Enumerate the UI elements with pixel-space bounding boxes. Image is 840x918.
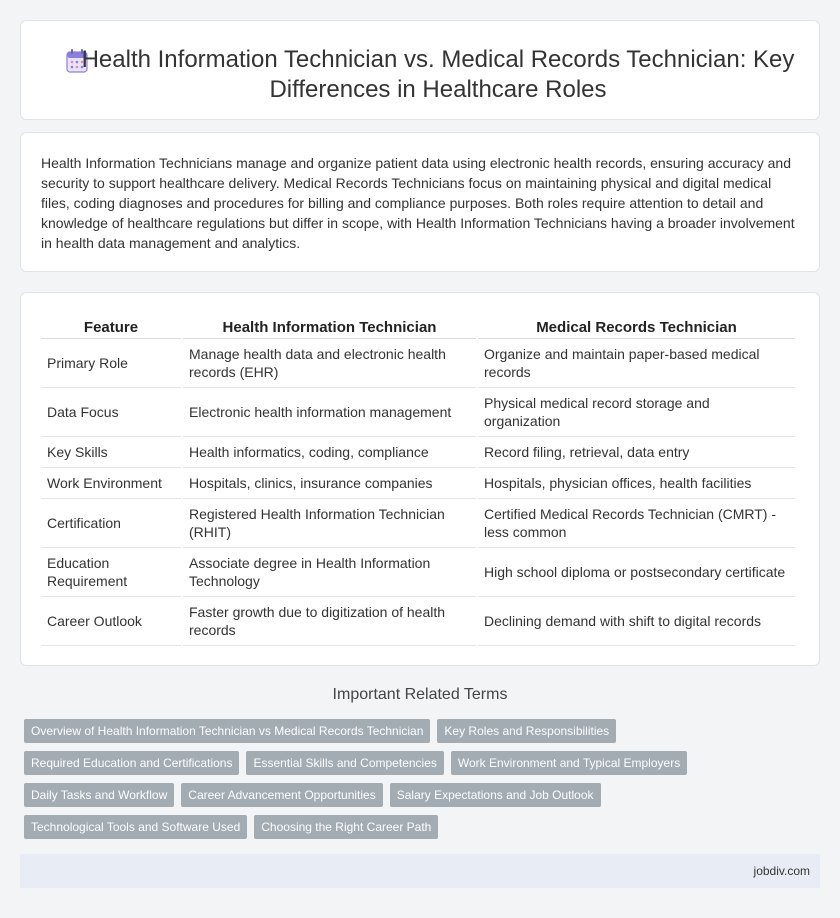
intro-card: [20, 132, 820, 272]
table-row: [41, 437, 795, 468]
row-mrt-value: High school diploma or postsecondary certificate: [478, 548, 795, 597]
row-feature: Work Environment: [41, 468, 181, 499]
row-hit-value: Faster growth due to digitization of health records: [183, 597, 476, 646]
related-term-tag[interactable]: Technological Tools and Software Used: [24, 815, 247, 839]
related-term-tag[interactable]: Overview of Health Information Technician vs Medical Records Technician: [24, 719, 430, 743]
table-header-row: [41, 313, 795, 339]
row-hit-value: Associate degree in Health Information Technology: [183, 548, 476, 597]
related-terms-tags: [24, 719, 824, 847]
table-row: [41, 388, 795, 437]
title-card: [20, 20, 820, 120]
tag-row: [24, 751, 824, 783]
row-hit-value: Registered Health Information Technician (RHIT): [183, 499, 476, 548]
row-feature: Key Skills: [41, 437, 181, 468]
related-term-tag[interactable]: Essential Skills and Competencies: [246, 751, 443, 775]
row-mrt-value: Certified Medical Records Technician (CMRT) - less common: [478, 499, 795, 548]
header-health-information-technician: Health Information Technician: [183, 313, 476, 339]
row-feature: Data Focus: [41, 388, 181, 437]
row-hit-value: Electronic health information management: [183, 388, 476, 437]
row-hit-value: Manage health data and electronic health records (EHR): [183, 339, 476, 388]
row-mrt-value: Physical medical record storage and organization: [478, 388, 795, 437]
related-term-tag[interactable]: Career Advancement Opportunities: [181, 783, 382, 807]
row-mrt-value: Declining demand with shift to digital records: [478, 597, 795, 646]
intro-paragraph: Health Information Technicians manage and organize patient data using electronic health records, ensuring accuracy and security to support healthcare delivery. Medical Records Technicians focus on maintaining physical and digital medical files, coding diagnoses and procedures for billing and compliance purposes. Both roles require attention to detail and knowledge of healthcare regulations but differ in scope, with Health Information Technicians having a broader involvement in health data management and analytics.: [41, 155, 795, 251]
row-mrt-value: Record filing, retrieval, data entry: [478, 437, 795, 468]
header-medical-records-technician: Medical Records Technician: [478, 313, 795, 339]
table-row: [41, 597, 795, 646]
related-term-tag[interactable]: Choosing the Right Career Path: [254, 815, 438, 839]
table-row: [41, 339, 795, 388]
tag-row: [24, 719, 824, 751]
related-term-tag[interactable]: Key Roles and Responsibilities: [437, 719, 616, 743]
tag-row: [24, 783, 824, 815]
table-row: [41, 499, 795, 548]
footer-site-link[interactable]: jobdiv.com: [753, 864, 810, 878]
row-hit-value: Health informatics, coding, compliance: [183, 437, 476, 468]
related-term-tag[interactable]: Salary Expectations and Job Outlook: [390, 783, 601, 807]
comparison-table: [39, 313, 797, 646]
related-term-tag[interactable]: Required Education and Certifications: [24, 751, 239, 775]
page-title: Health Information Technician vs. Medical Records Technician: Key Differences in Healthcare Roles: [81, 46, 795, 103]
row-feature: Primary Role: [41, 339, 181, 388]
row-mrt-value: Organize and maintain paper-based medical records: [478, 339, 795, 388]
row-mrt-value: Hospitals, physician offices, health facilities: [478, 468, 795, 499]
row-hit-value: Hospitals, clinics, insurance companies: [183, 468, 476, 499]
header-feature: Feature: [41, 313, 181, 339]
row-feature: Education Requirement: [41, 548, 181, 597]
tag-row: [24, 815, 824, 847]
footer: [20, 854, 820, 888]
related-terms-title: Important Related Terms: [332, 686, 508, 703]
related-term-tag[interactable]: Work Environment and Typical Employers: [451, 751, 687, 775]
row-feature: Certification: [41, 499, 181, 548]
table-row: [41, 548, 795, 597]
related-term-tag[interactable]: Daily Tasks and Workflow: [24, 783, 174, 807]
table-row: [41, 468, 795, 499]
row-feature: Career Outlook: [41, 597, 181, 646]
comparison-table-card: [20, 292, 820, 666]
